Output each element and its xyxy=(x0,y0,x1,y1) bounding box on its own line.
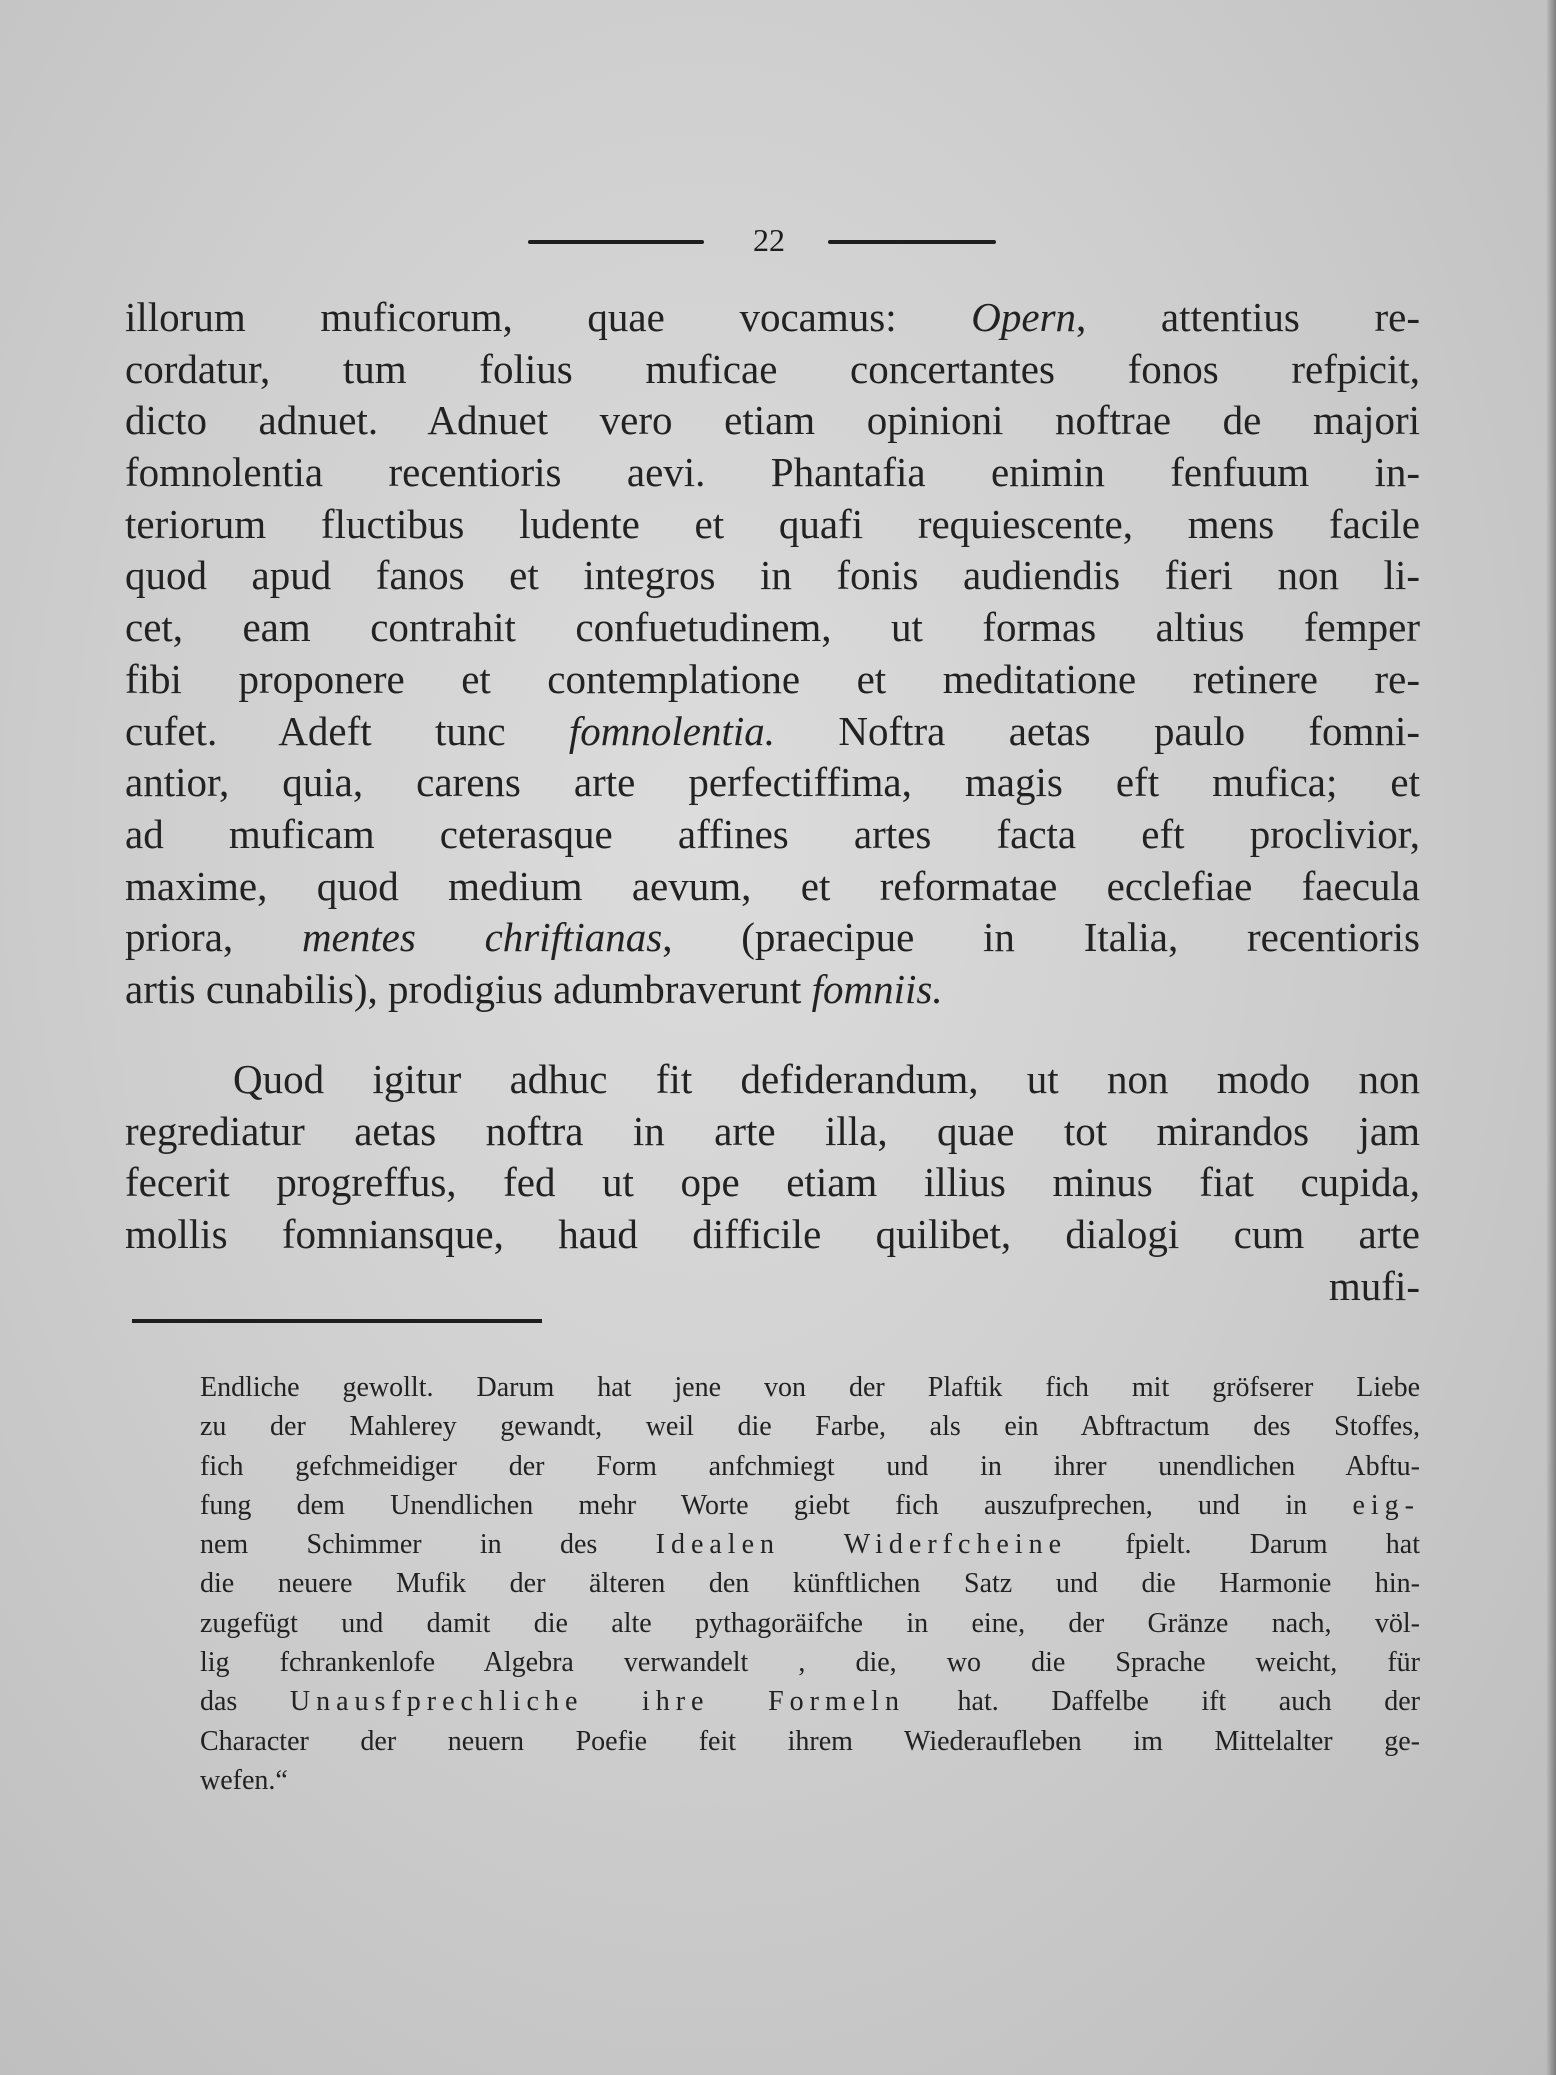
text-line: cufet. Adeft tunc fomnolentia. Noftra aetas paulo fomni- xyxy=(125,707,1420,754)
text-line: fecerit progreffus, fed ut ope etiam illius minus fiat cupida, xyxy=(125,1159,1420,1206)
catchword: mufi- xyxy=(1328,1262,1420,1309)
footnote-line: lig fchrankenlofe Algebra verwandelt , die, wo die Sprache weicht, für xyxy=(200,1647,1420,1679)
paragraph-2 xyxy=(125,1054,1420,1312)
footnote-line: fich gefchmeidiger der Form anfchmiegt und in ihrer unendlichen Abftu- xyxy=(200,1450,1420,1482)
text-line: antior, quia, carens arte perfectiffima, magis eft mufica; et xyxy=(125,759,1420,806)
text-line: illorum muficorum, quae vocamus: Opern, attentius re- xyxy=(125,294,1420,340)
footnote-line: zugefügt und damit die alte pythagoräifche in eine, der Gränze nach, völ- xyxy=(200,1607,1420,1639)
page-edge-shadow xyxy=(1546,0,1556,2075)
footnote-rule xyxy=(132,1319,542,1323)
text-line: cordatur, tum folius muficae concertantes fonos refpicit, xyxy=(125,345,1420,392)
footnote-line: die neuere Mufik der älteren den künftlichen Satz und die Harmonie hin- xyxy=(200,1568,1420,1600)
page-header xyxy=(520,222,1000,262)
header-rule-right xyxy=(828,240,996,244)
text-line: artis cunabilis), prodigius adumbraverunt fomniis. xyxy=(125,965,943,1012)
text-line: Quod igitur adhuc fit defiderandum, ut non modo non xyxy=(233,1056,1420,1102)
page-number: 22 xyxy=(753,222,785,258)
text-line: maxime, quod medium aevum, et reformatae ecclefiae faecula xyxy=(125,862,1420,909)
paragraph-1 xyxy=(125,292,1420,1016)
text-line: fibi proponere et contemplatione et meditatione retinere re- xyxy=(125,655,1420,702)
text-line: cet, eam contrahit confuetudinem, ut formas altius femper xyxy=(125,604,1420,651)
footnote-line: nem Schimmer in des Idealen Widerfcheine fpielt. Darum hat xyxy=(200,1529,1421,1561)
text-line: mollis fomniansque, haud difficile quilibet, dialogi cum arte xyxy=(125,1211,1420,1258)
text-line: priora, mentes chriftianas, (praecipue in Italia, recentioris xyxy=(125,914,1420,961)
text-line: teriorum fluctibus ludente et quafi requiescente, mens facile xyxy=(125,500,1420,547)
footnote-line: zu der Mahlerey gewandt, weil die Farbe, als ein Abftractum des Stoffes, xyxy=(200,1411,1420,1443)
text-line: dicto adnuet. Adnuet vero etiam opinioni noftrae de majori xyxy=(125,397,1420,444)
footnote xyxy=(200,1368,1420,1800)
footnote-line: wefen.“ xyxy=(200,1764,288,1796)
footnote-line: fung dem Unendlichen mehr Worte giebt fich auszufprechen, und in eig- xyxy=(200,1489,1420,1521)
footnote-line: Character der neuern Poefie feit ihrem Wiederaufleben im Mittelalter ge- xyxy=(200,1725,1420,1757)
text-line: regrediatur aetas noftra in arte illa, quae tot mirandos jam xyxy=(125,1107,1420,1154)
footnote-line: Endliche gewollt. Darum hat jene von der Plaftik fich mit gröfserer Liebe xyxy=(200,1372,1420,1403)
text-line: quod apud fanos et integros in fonis audiendis fieri non li- xyxy=(125,552,1420,599)
text-line: ad muficam ceterasque affines artes facta eft proclivior, xyxy=(125,810,1420,857)
text-line: fomnolentia recentioris aevi. Phantafia enimin fenfuum in- xyxy=(125,449,1420,496)
header-rule-left xyxy=(528,240,704,244)
footnote-line: das Unausfprechliche ihre Formeln hat. Daffelbe ift auch der xyxy=(200,1686,1420,1718)
